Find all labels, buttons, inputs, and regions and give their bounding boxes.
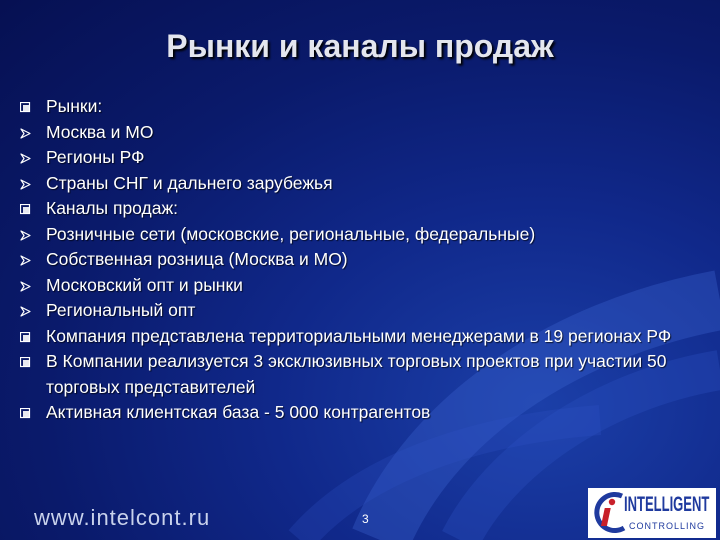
bullet-item [18,247,698,273]
square-bullet-icon [20,332,31,343]
arrow-bullet-icon [20,230,31,241]
bullet-text: Страны СНГ и дальнего зарубежья [46,172,333,193]
bullet-item [18,222,698,248]
arrow-bullet-icon [20,128,31,139]
logo-text-controlling: CONTROLLING [629,521,706,531]
bullet-text: Региональный опт [46,300,196,320]
arrow-bullet-icon [20,306,31,317]
bullet-text: Каналы продаж: [46,198,179,218]
bullet-text: Москва и МО [46,121,154,142]
company-logo [588,488,716,538]
square-bullet-icon [20,408,31,419]
arrow-bullet-icon [20,153,31,164]
bullet-text: Собственная розница (Москва и МО) [46,249,348,269]
bullet-text: Московский опт и рынки [46,274,243,295]
bullet-text: Компания представлена территориальными менеджерами в 19 регионах РФ [46,325,672,346]
bullet-item [18,324,698,350]
bullet-list [18,94,698,426]
bullet-text: Рынки: [46,96,103,116]
logo-text-intelligent: INTELLIGENT [624,493,710,516]
arrow-bullet-icon [20,179,31,190]
bullet-item [18,94,698,120]
bullet-item [18,298,698,324]
footer-url[interactable]: www.intelcont.ru [34,505,211,530]
bullet-item [18,196,698,222]
bullet-text: Регионы РФ [46,147,145,167]
arrow-bullet-icon [20,281,31,292]
bullet-text: В Компании реализуется 3 эксклюзивных торговых проектов при участии 50 торговых представителей [46,351,667,397]
bullet-item [18,120,698,146]
bullet-item [18,349,698,400]
bullet-item [18,400,698,426]
bullet-item [18,273,698,299]
square-bullet-icon [20,204,31,215]
square-bullet-icon [20,357,31,368]
bullet-text: Активная клиентская база - 5 000 контрагентов [46,402,431,422]
square-bullet-icon [20,102,31,113]
bullet-item [18,171,698,197]
arrow-bullet-icon [20,255,31,266]
slide-title: Рынки и каналы продаж [166,28,554,64]
page-number: 3 [362,512,369,526]
bullet-text: Розничные сети (московские, региональные, федеральные) [46,223,536,244]
bullet-item [18,145,698,171]
